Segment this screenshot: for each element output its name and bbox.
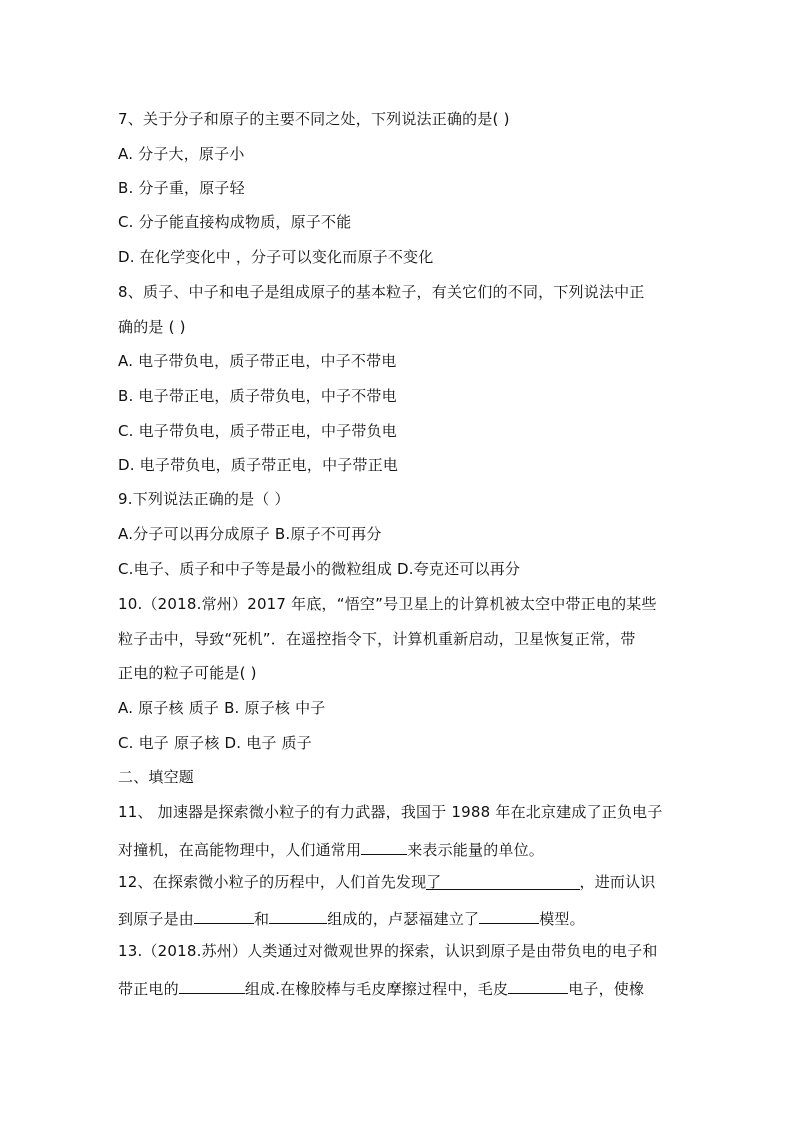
q7-option-d: D. 在化学变化中 ，分子可以变化而原子不变化 <box>118 248 434 266</box>
q12-blank-2[interactable] <box>194 906 254 924</box>
q7-option-b: B. 分子重，原子轻 <box>118 179 245 197</box>
q12-line2-text-b: 和 <box>254 910 270 928</box>
q10-line1: 10.（2018.常州）2017 年底，“悟空”号卫星上的计算机被太空中带正电的某些 <box>118 595 657 613</box>
q13-line2-text-c: 电子，使橡 <box>568 980 645 998</box>
q13-line2-text-b: 组成.在橡胶棒与毛皮摩擦过程中，毛皮 <box>244 980 509 998</box>
q10-options-ab: A. 原子核 质子 B. 原子核 中子 <box>118 699 326 717</box>
q12-blank-4[interactable] <box>479 906 539 924</box>
q12-line2 <box>118 906 585 929</box>
q11-line1: 11、 加速器是探索微小粒子的有力武器，我国于 1988 年在北京建成了正负电子 <box>118 803 663 821</box>
q12-line2-text-d: 模型。 <box>539 910 585 928</box>
q8-option-b: B. 电子带正电，质子带负电，中子不带电 <box>118 387 397 405</box>
q12-blank-3[interactable] <box>269 906 327 924</box>
q8-stem-line1: 8、质子、中子和电子是组成原子的基本粒子，有关它们的不同，下列说法中正 <box>118 283 645 301</box>
q13-line2-text-a: 带正电的 <box>118 980 179 998</box>
q7-option-a: A. 分子大，原子小 <box>118 145 245 163</box>
q8-option-d: D. 电子带负电，质子带正电，中子带正电 <box>118 456 399 474</box>
q13-blank-2[interactable] <box>508 976 568 994</box>
q13-line2 <box>118 976 644 999</box>
q13-line1: 13.（2018.苏州）人类通过对微观世界的探索，认识到原子是由带负电的电子和 <box>118 942 658 960</box>
q11-line2 <box>118 837 544 860</box>
q11-blank[interactable] <box>361 837 407 855</box>
q12-text-after: ，进而认识 <box>579 873 656 891</box>
q10-line3: 正电的粒子可能是( ) <box>118 664 257 682</box>
q9-options-cd: C.电子、质子和中子等是最小的微粒组成 D.夸克还可以再分 <box>118 560 521 578</box>
q12-text-before: 12、在探索微小粒子的历程中，人们首先发现 <box>118 873 427 891</box>
q7-stem: 7、关于分子和原子的主要不同之处，下列说法正确的是( ) <box>118 110 510 128</box>
q13-blank-1[interactable] <box>179 976 245 994</box>
q9-options-ab: A.分子可以再分成原子 B.原子不可再分 <box>118 525 382 543</box>
q12-line2-text-a: 到原子是由 <box>118 910 195 928</box>
q12-blank-1-text: 了 <box>426 873 442 891</box>
q10-options-cd: C. 电子 原子核 D. 电子 质子 <box>118 734 313 752</box>
q9-stem: 9.下列说法正确的是（ ） <box>118 490 290 508</box>
q10-line2: 粒子击中，导致“死机”．在遥控指令下，计算机重新启动，卫星恢复正常，带 <box>118 630 636 648</box>
q8-option-c: C. 电子带负电，质子带正电，中子带负电 <box>118 422 398 440</box>
q8-stem-line2: 确的是 ( ) <box>118 318 186 336</box>
q11-text-after: 来表示能量的单位。 <box>407 841 545 859</box>
section-title-fill-in: 二、填空题 <box>118 768 195 786</box>
q12-line2-text-c: 组成的，卢瑟福建立了 <box>327 910 480 928</box>
q7-option-c: C. 分子能直接构成物质，原子不能 <box>118 213 352 231</box>
q12-blank-1[interactable] <box>426 872 579 890</box>
q11-text-before: 对撞机，在高能物理中，人们通常用 <box>118 841 362 859</box>
q12-line1 <box>118 872 656 892</box>
q8-option-a: A. 电子带负电，质子带正电，中子不带电 <box>118 352 397 370</box>
